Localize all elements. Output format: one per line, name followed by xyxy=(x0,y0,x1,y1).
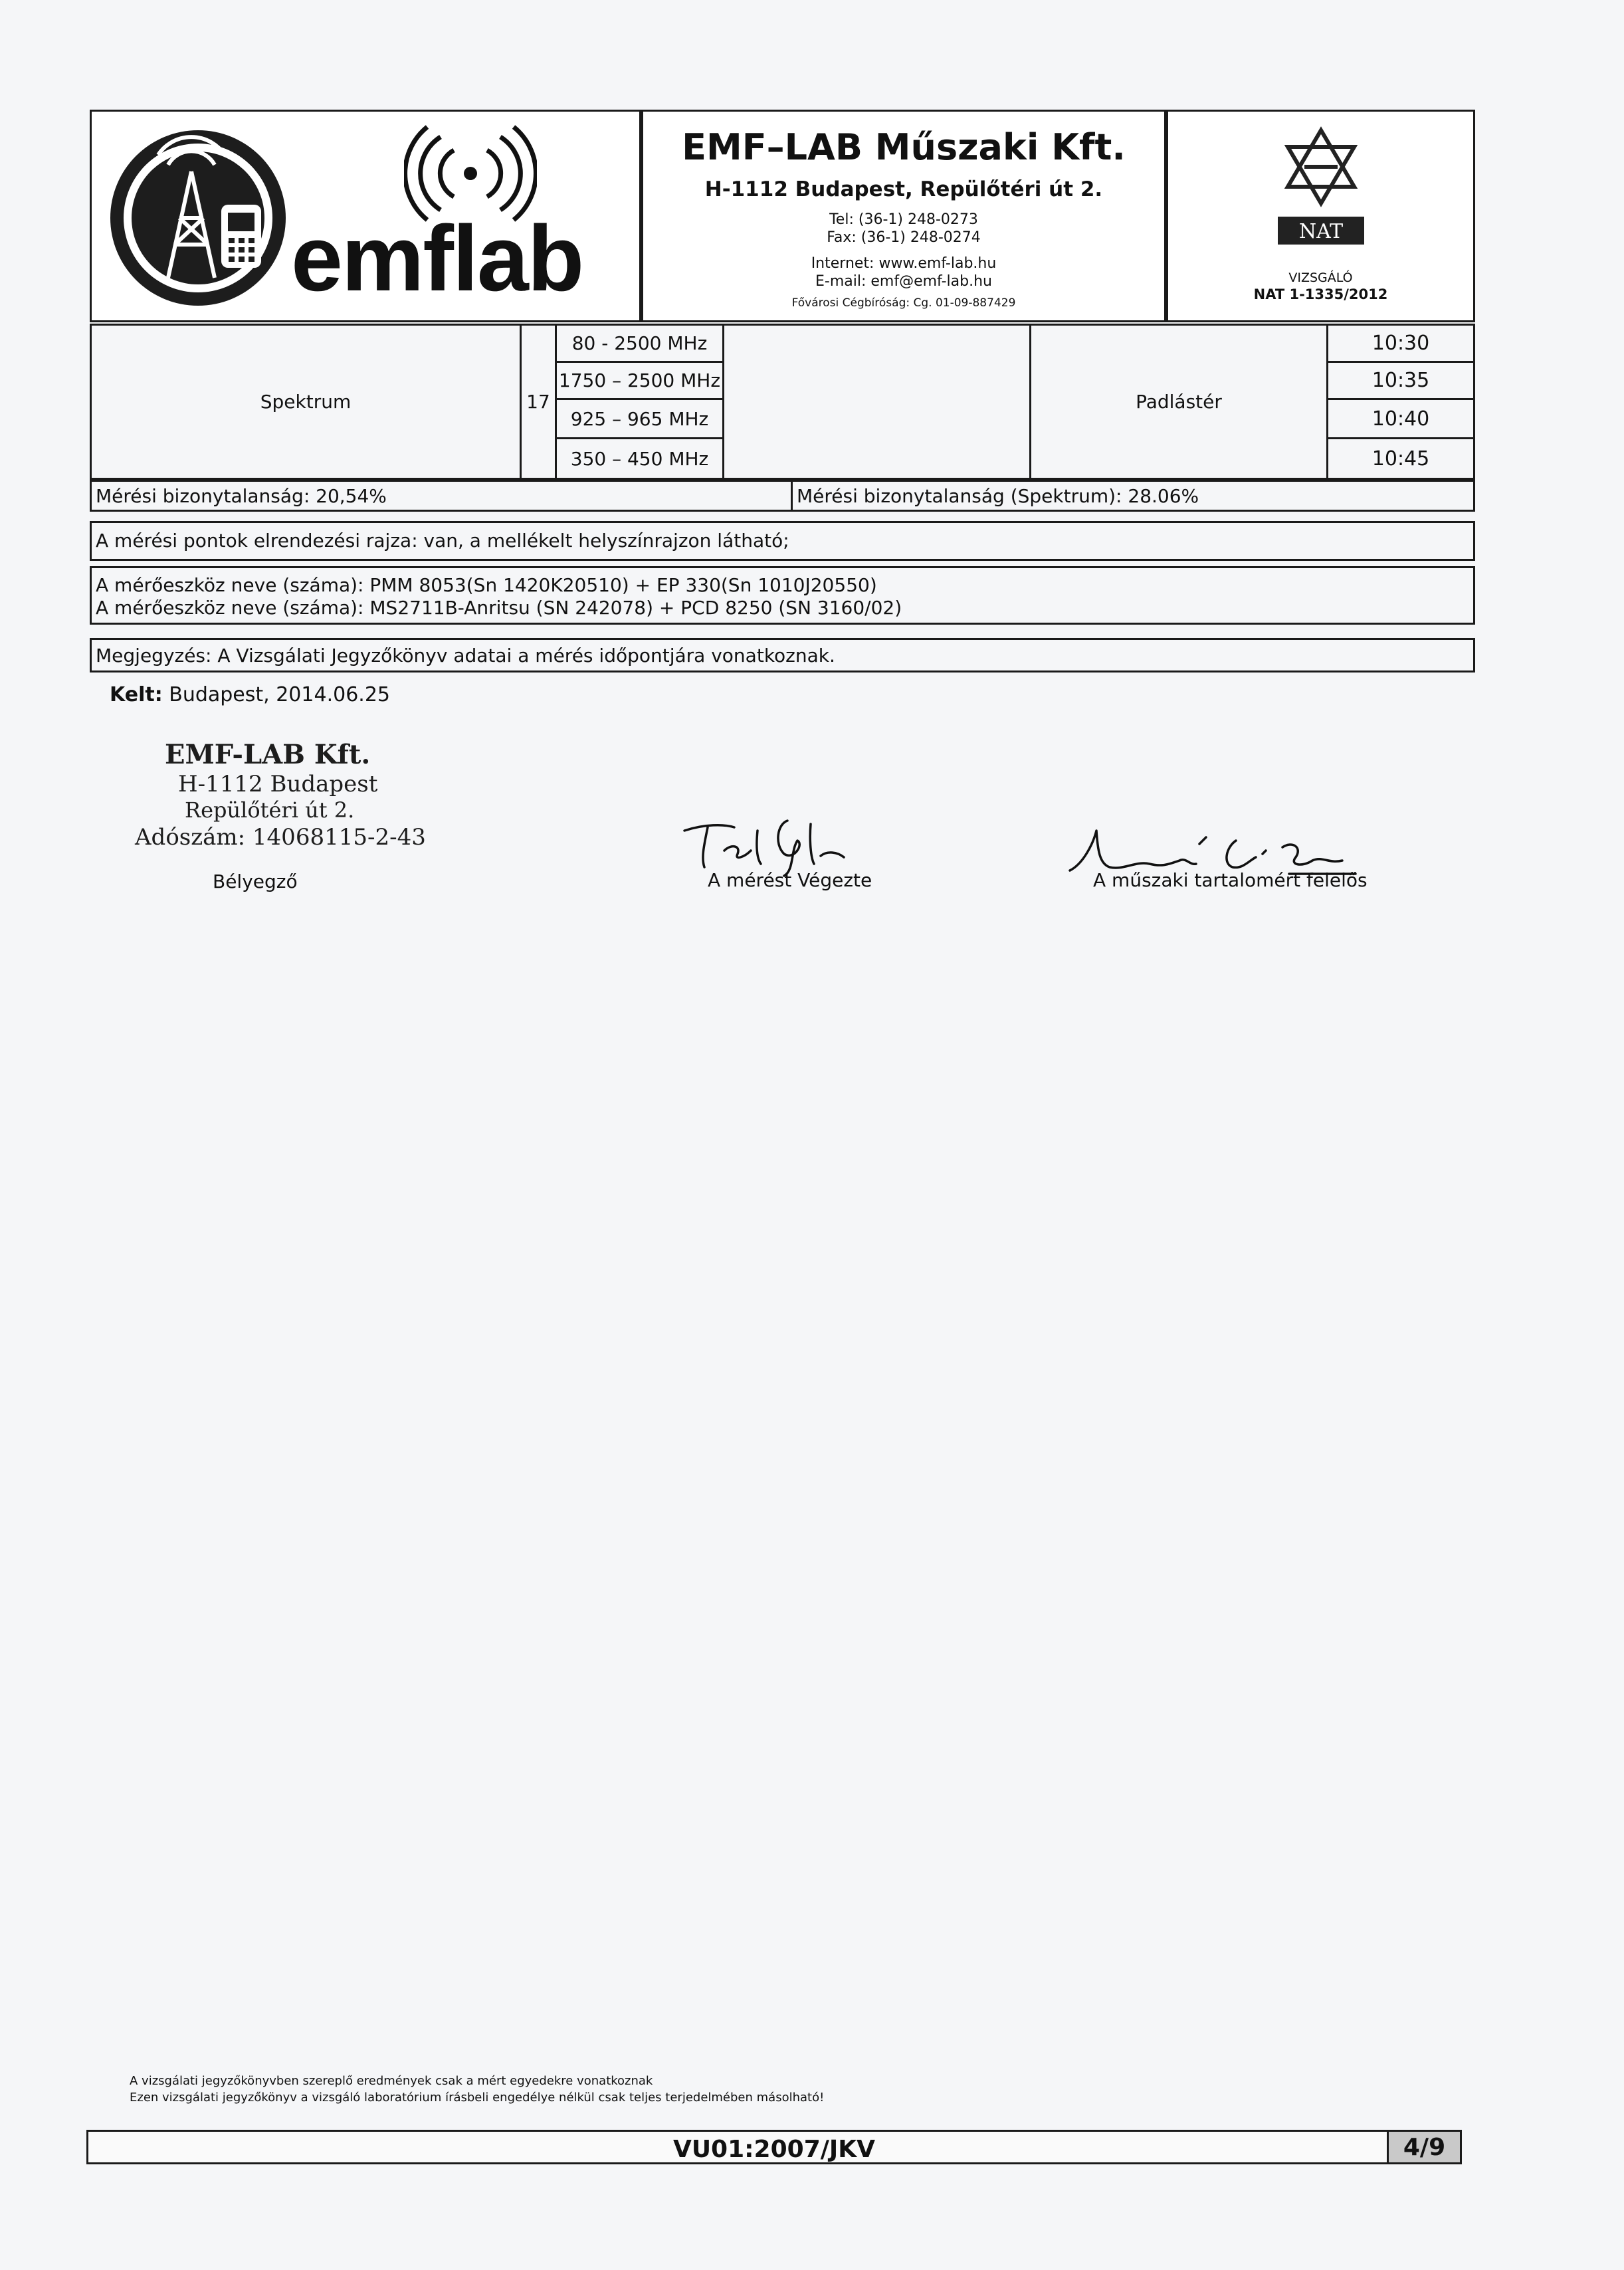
page-number: 4/9 xyxy=(1387,2132,1460,2162)
stamp-caption: Bélyegző xyxy=(213,871,298,892)
location-text: Padlástér xyxy=(1136,391,1222,413)
time-text: 10:35 xyxy=(1371,369,1430,392)
nat-logo-text: NAT xyxy=(1298,220,1344,243)
company-logo xyxy=(90,110,641,322)
signature-measured-by xyxy=(678,804,877,877)
company-tel: Tel: (36-1) 248-0273 xyxy=(829,211,978,228)
stamp-line-4: Adószám: 14068115-2-43 xyxy=(135,824,426,851)
time-text: 10:40 xyxy=(1371,407,1430,431)
measured-by-caption: A mérést Végezte xyxy=(708,869,872,891)
nat-code: NAT 1-1335/2012 xyxy=(1253,286,1388,302)
kelt-label: Kelt: xyxy=(110,683,163,706)
instrument-1-text: A mérőeszköz neve (száma): PMM 8053(Sn 1420K20510) + EP 330(Sn 1010J20550) xyxy=(96,574,877,596)
stamp-line-2: H-1112 Budapest xyxy=(178,771,378,797)
stamp-line-3: Repülőtéri út 2. xyxy=(185,797,355,823)
time-cell xyxy=(1326,324,1475,363)
band-text: 925 – 965 MHz xyxy=(570,407,709,430)
responsible-caption: A műszaki tartalomért felelős xyxy=(1093,869,1368,891)
kelt-line xyxy=(110,683,390,706)
kelt-value: Budapest, 2014.06.25 xyxy=(169,683,390,706)
band-text: 350 – 450 MHz xyxy=(570,447,709,470)
instrument-2-text: A mérőeszköz neve (száma): MS2711B-Anritsu (SN 242078) + PCD 8250 (SN 3160/02) xyxy=(96,597,902,619)
antenna-logo-icon xyxy=(105,125,291,311)
footer-line-2: Ezen vizsgálati jegyzőkönyv a vizsgáló laboratórium írásbeli engedélye nélkül csak teljes terjedelmében másolható! xyxy=(130,2091,825,2105)
stamp-line-1: EMF-LAB Kft. xyxy=(165,739,371,770)
company-registry: Fővárosi Cégbíróság: Cg. 01-09-887429 xyxy=(791,296,1016,310)
nat-accreditation xyxy=(1166,110,1475,322)
band-cell xyxy=(555,398,724,439)
time-text: 10:30 xyxy=(1371,332,1430,355)
footer-line-1: A vizsgálati jegyzőkönyvben szereplő eredmények csak a mért egyedekre vonatkoznak xyxy=(130,2074,653,2088)
band-cell xyxy=(555,437,724,480)
uncertainty-spectrum xyxy=(791,480,1475,512)
footer-bar xyxy=(86,2130,1462,2164)
time-cell xyxy=(1326,398,1475,439)
band-cell xyxy=(555,361,724,400)
band-cell xyxy=(555,324,724,363)
uncertainty-spectrum-text: Mérési bizonytalanság (Spektrum): 28.06% xyxy=(797,485,1199,507)
time-cell xyxy=(1326,437,1475,480)
logo-wordmark: emflab xyxy=(291,206,583,310)
company-email: E-mail: emf@emf-lab.hu xyxy=(815,273,992,290)
time-text: 10:45 xyxy=(1371,447,1430,470)
remark-text: Megjegyzés: A Vizsgálati Jegyzőkönyv adatai a mérés időpontjára vonatkoznak. xyxy=(96,645,835,667)
company-internet: Internet: www.emf-lab.hu xyxy=(811,255,997,272)
company-address: H-1112 Budapest, Repülőtéri út 2. xyxy=(704,177,1103,201)
measurement-number-text: 17 xyxy=(526,391,550,413)
instruments-box xyxy=(90,566,1475,625)
uncertainty-general-text: Mérési bizonytalanság: 20,54% xyxy=(96,485,387,507)
location-cell xyxy=(1029,324,1328,480)
doc-code: VU01:2007/JKV xyxy=(672,2136,876,2163)
remark-box xyxy=(90,638,1475,672)
band-text: 1750 – 2500 MHz xyxy=(558,369,721,391)
measurement-label-text: Spektrum xyxy=(260,391,352,413)
time-cell xyxy=(1326,361,1475,400)
layout-drawing-note xyxy=(90,521,1475,561)
empty-cell xyxy=(722,324,1031,480)
company-name: EMF–LAB Műszaki Kft. xyxy=(682,126,1126,168)
layout-drawing-text: A mérési pontok elrendezési rajza: van, a mellékelt helyszínrajzon látható; xyxy=(96,530,789,552)
company-info xyxy=(641,110,1166,322)
band-text: 80 - 2500 MHz xyxy=(571,332,708,354)
measurement-label xyxy=(90,324,522,480)
nat-logo-icon xyxy=(1274,124,1368,250)
vizsgalo-label: VIZSGÁLÓ xyxy=(1288,270,1353,285)
company-fax: Fax: (36-1) 248-0274 xyxy=(827,229,981,246)
uncertainty-general xyxy=(90,480,793,512)
measurement-number xyxy=(520,324,557,480)
